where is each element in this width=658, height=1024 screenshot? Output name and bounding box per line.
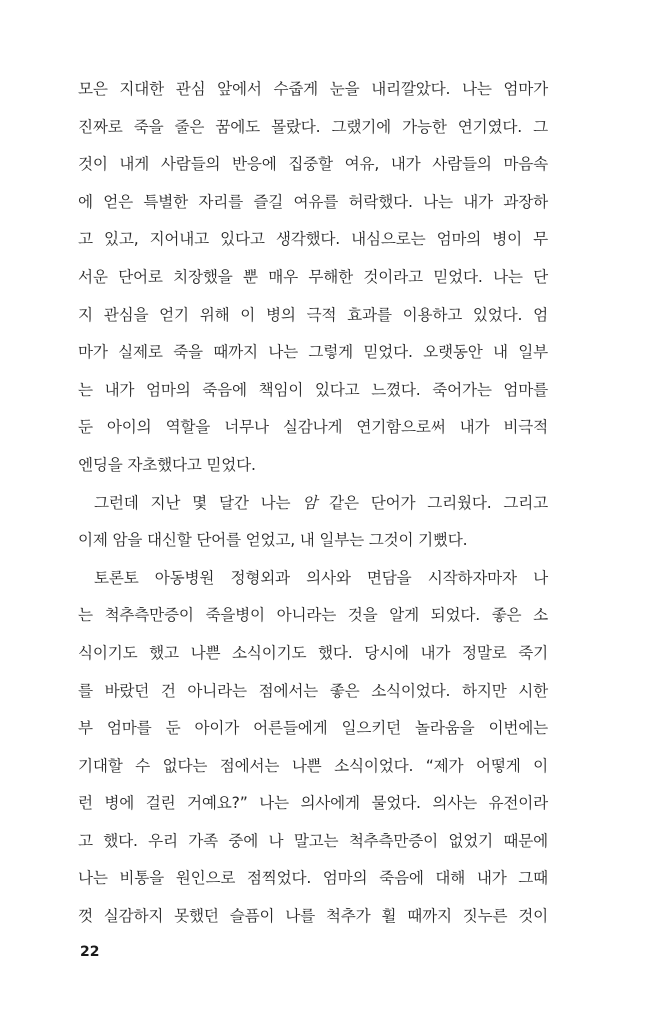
text-line: 부 엄마를 둔 아이가 어른들에게 일으키던 놀라움을 이번에는	[78, 719, 548, 738]
text-line: 모은 지대한 관심 앞에서 수줍게 눈을 내리깔았다. 나는 엄마가	[78, 80, 548, 98]
text-line	[78, 485, 548, 523]
text-line: 식이기도 했고 나쁜 소식이기도 했다. 당시에 내가 정말로 죽기	[78, 643, 548, 662]
text-line: 고 했다. 우리 가족 중에 나 말고는 척추측만증이 없었기 때문에	[78, 831, 548, 850]
text-span: 그런데 지난 몇 달간 나는	[94, 493, 303, 512]
italic-word: 암	[302, 493, 318, 512]
text-line: 서운 단어로 치장했을 뿐 매우 무해한 것이라고 믿었다. 나는 단	[78, 267, 548, 286]
text-line: 는 척추측만증이 죽을병이 아니라는 것을 알게 되었다. 좋은 소	[78, 606, 548, 625]
text-line: 토론토 아동병원 정형외과 의사와 면담을 시작하자마자 나	[94, 568, 548, 587]
body-text	[78, 71, 548, 936]
text-line: 고 있고, 지어내고 있다고 생각했다. 내심으로는 엄마의 병이 무	[78, 230, 548, 249]
text-span: 같은 단어가 그리웠다. 그리고	[317, 493, 548, 512]
text-line: 에 얻은 특별한 자리를 즐길 여유를 허락했다. 나는 내가 과장하	[78, 192, 548, 211]
text-line: 진짜로 죽을 줄은 꿈에도 몰랐다. 그랬기에 가능한 연기였다. 그	[78, 117, 548, 136]
text-line: 둔 아이의 역할을 너무나 실감나게 연기함으로써 내가 비극적	[78, 418, 548, 437]
text-line: 기대할 수 없다는 점에서는 나쁜 소식이었다. “제가 어떻게 이	[78, 756, 548, 775]
text-line: 런 병에 걸린 거예요?” 나는 의사에게 물었다. 의사는 유전이라	[78, 794, 548, 813]
text-line: 것이 내게 사람들의 반응에 집중할 여유, 내가 사람들의 마음속	[78, 155, 548, 174]
text-line: 를 바랐던 건 아니라는 점에서는 좋은 소식이었다. 하지만 시한	[78, 681, 548, 700]
text-line: 나는 비통을 원인으로 점찍었다. 엄마의 죽음에 대해 내가 그때	[78, 869, 548, 888]
text-line: 지 관심을 얻기 위해 이 병의 극적 효과를 이용하고 있었다. 엄	[78, 305, 548, 324]
text-line: 엔딩을 자초했다고 믿었다.	[78, 455, 256, 474]
text-line: 마가 실제로 죽을 때까지 나는 그렇게 믿었다. 오랫동안 내 일부	[78, 343, 548, 362]
text-line: 는 내가 엄마의 죽음에 책임이 있다고 느꼈다. 죽어가는 엄마를	[78, 380, 548, 399]
text-line: 껏 실감하지 못했던 슬픔이 나를 척추가 휠 때까지 짓누른 것이	[78, 907, 548, 926]
page-number: 22	[80, 944, 100, 960]
text-line: 이제 암을 대신할 단어를 얻었고, 내 일부는 그것이 기뻤다.	[78, 531, 468, 550]
